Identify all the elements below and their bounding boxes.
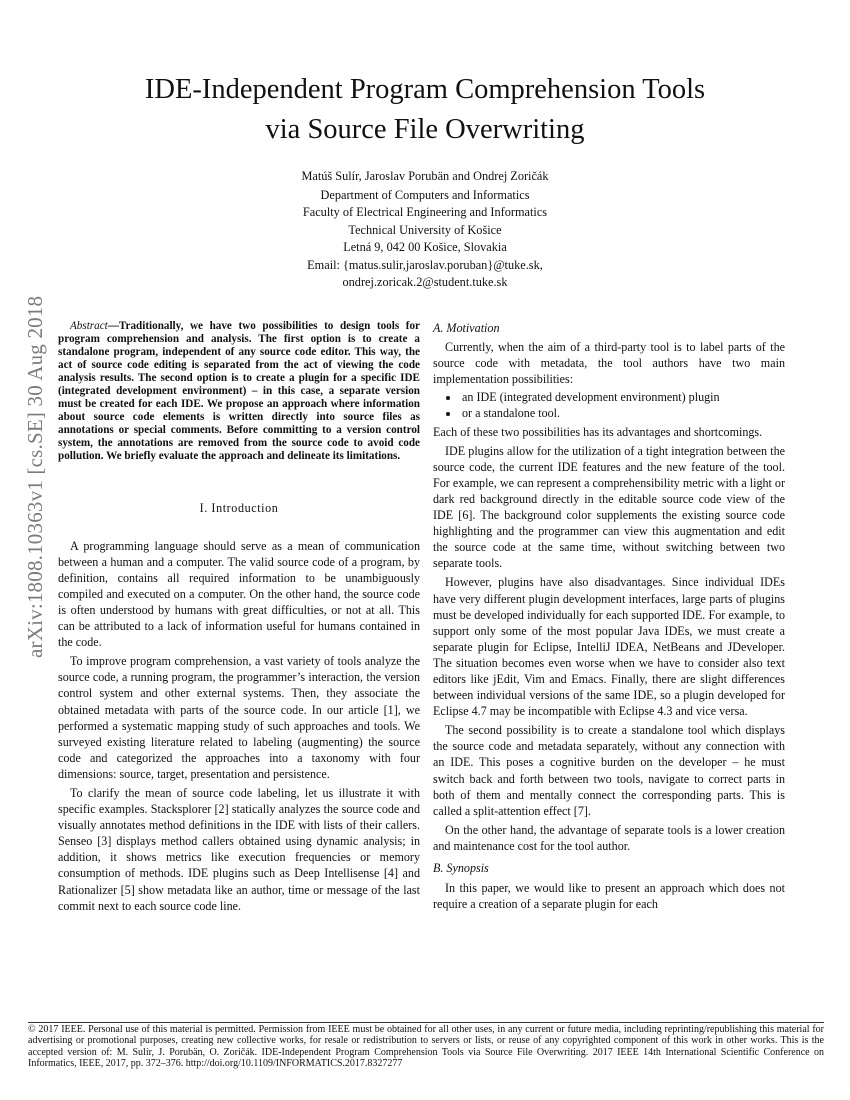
section-heading-introduction: I. Introduction xyxy=(199,500,279,515)
affiliation-address: Letná 9, 042 00 Košice, Slovakia xyxy=(343,240,507,254)
abstract-label: Abstract xyxy=(70,320,108,332)
list-item: • or a standalone tool. xyxy=(460,405,785,421)
intro-paragraph: To improve program comprehension, a vast variety of tools analyze the source code, a running program, the programmer’s interaction, the version control system and other external systems. Then, they associate the obtained metadata with parts of the source code. In our article [1], we performed a systematic mapping study of such approaches and tools. We surveyed existing literature related to labeling (augmenting) the source code and categorized the approaches into a taxonomy with four dimensions: source, target, presentation and persistence. xyxy=(58,654,420,781)
arxiv-stamp xyxy=(22,268,48,658)
affiliation-department: Department of Computers and Informatics xyxy=(320,187,530,202)
footer-divider xyxy=(28,1022,824,1023)
author-email-line-1: Email: {matus.sulir,jaroslav.poruban}@tuke.sk, xyxy=(307,257,543,272)
list-item: • an IDE (integrated development environment) plugin xyxy=(460,389,785,405)
author-names: Matúš Sulír, Jaroslav Porubän and Ondrej Zoričák xyxy=(301,169,549,183)
motivation-after-list: Each of these two possibilities has its advantages and shortcomings. xyxy=(433,424,763,439)
implementation-options-list xyxy=(433,389,785,421)
affiliation-faculty: Faculty of Electrical Engineering and Informatics xyxy=(302,205,548,219)
motivation-paragraph: On the other hand, the advantage of separate tools is a lower creation and maintenance cost for the tool author. xyxy=(433,822,785,853)
arxiv-identifier: arXiv:1808.10363v1 [cs.SE] 30 Aug 2018 xyxy=(23,295,47,658)
copyright-footer: © 2017 IEEE. Personal use of this material is permitted. Permission from IEEE must be obtained for all other uses, in any current or future media, including reprinting/republishing this material for advertising or promotional purposes, creating new collective works, for resale or redistribution to servers or lists, or reuse of any copyrighted component of this work in other works. This is the accepted version of: M. Sulír, J. Porubän, O. Zoričák. IDE-Independent Program Comprehension Tools via Source File Overwriting. 2017 IEEE 14th International Scientific Conference on Informatics, IEEE, 2017, pp. 372–376. http://doi.org/10.1109/INFORMATICS.2017.8327277 xyxy=(28,1024,824,1069)
right-column xyxy=(433,320,785,915)
title-line-2: via Source File Overwriting xyxy=(265,114,585,145)
subsection-heading-motivation: A. Motivation xyxy=(433,321,500,335)
intro-paragraph: A programming language should serve as a mean of communication between a human and a computer. The valid source code of a program, by definition, contains all required information to be unambiguously compiled and executed on a computer. On the other hand, the source code is often understood by humans with great difficulties, or not at all. This can be attributed to a lack of information useful for humans contained in the code. xyxy=(58,538,420,650)
paper-title xyxy=(60,70,790,150)
abstract-text: —Traditionally, we have two possibilities to design tools for program comprehension and analysis. The first option is to create a standalone program, independent of any source code editor. This way, the act of source code editing is separated from the act of viewing the code analysis results. The second option is to create a plugin for a specific IDE (integrated development environment) – in this case, a separate version must be created for each IDE. We propose an approach where information about source code elements is written directly into source files as annotations or special comments. Before committing to a version control system, the annotations are removed from the source code to avoid code pollution. We briefly evaluate the approach and delineate its limitations. xyxy=(58,320,420,463)
motivation-paragraph: The second possibility is to create a standalone tool which displays the source code and metadata separately, without any connection with an IDE. This poses a cognitive burden on the developer – he must switch back and forth between two tools, navigate to correct parts in both of them and mentally connect the corresponding parts. This is called a split-attention effect [7]. xyxy=(433,723,785,818)
intro-paragraph: To clarify the mean of source code labeling, let us illustrate it with specific examples. Stacksplorer [2] statically analyzes the source code and visually annotates method definitions in the IDE with lists of their callers. Senseo [3] displays method callers obtained using dynamic analysis; in addition, it shows metrics like execution frequencies or memory consumption of methods. IDE plugins such as Deep Intellisense [4] and Rationalizer [5] show metadata like an author, time or message of the last commit next to each source code line. xyxy=(58,786,420,913)
author-email-line-2: ondrej.zoricak.2@student.tuke.sk xyxy=(342,275,508,289)
left-column xyxy=(58,320,420,917)
motivation-paragraph: IDE plugins allow for the utilization of a tight integration between the source code, the current IDE features and the new feature of the tool. For example, we can represent a comprehensibility metric with a light or dark red background directly in the editable source code view of the IDE [6]. The background color supplements the existing source code highlighting and the programmer can view this augmentation and edit the source code at the same time, without switching between two separate tools. xyxy=(433,443,785,571)
motivation-paragraph: However, plugins have also disadvantages. Since individual IDEs have very different plugin development interfaces, large parts of plugins must be developed individually for each supported IDE. For example, to support only some of the most popular Java IDEs, we must create a separate plugin for Eclipse, IntelliJ IDEA, NetBeans and JDeveloper. The situation becomes even worse when we have to consider also text editors like jEdit, Vim and Emacs. Finally, there are slight differences between individual versions of the same IDE, so a plugin developed for Eclipse 4.7 may be incompatible with Eclipse 4.3 and vice versa. xyxy=(433,575,785,719)
abstract xyxy=(58,320,420,464)
affiliation-university: Technical University of Košice xyxy=(348,222,502,237)
title-line-1: IDE-Independent Program Comprehension Tools xyxy=(144,74,706,105)
synopsis-paragraph: In this paper, we would like to present an approach which does not require a creation of a separate plugin for each xyxy=(433,881,785,912)
author-block xyxy=(170,168,680,292)
subsection-heading-synopsis: B. Synopsis xyxy=(433,861,489,875)
motivation-intro: Currently, when the aim of a third-party tool is to label parts of the source code with metadata, the tool authors have two main implementation possibilities: xyxy=(433,340,785,387)
